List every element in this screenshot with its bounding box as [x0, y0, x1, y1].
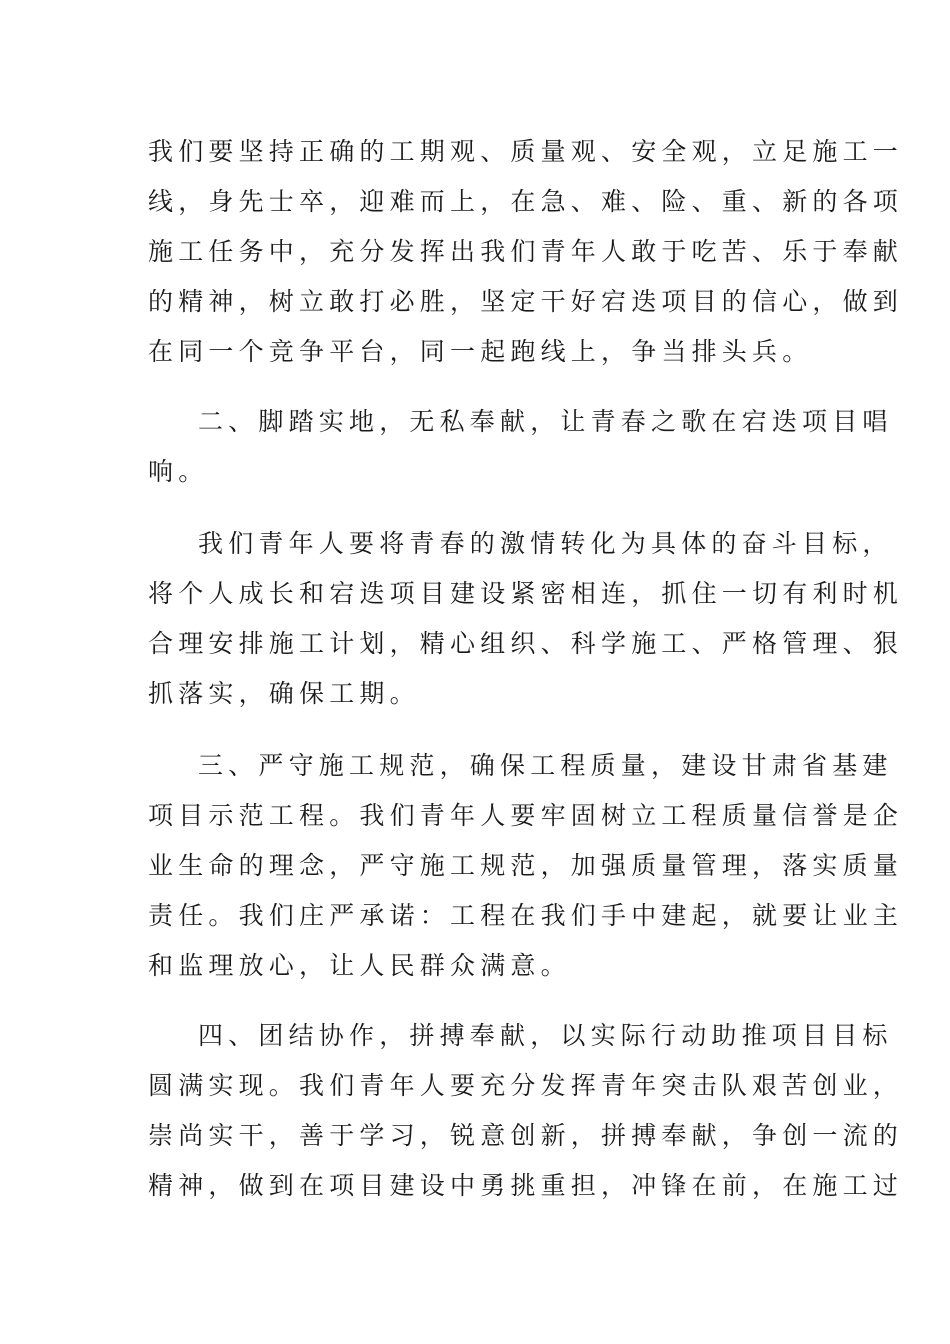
text-line: 和监理放心，让人民群众满意。 — [148, 951, 571, 980]
section-heading-four: 四、团结协作，拼搏奉献，以实际行动助推项目目标 — [198, 1021, 893, 1050]
text-line: 精神，做到在项目建设中勇挑重担，冲锋在前，在施工过 — [148, 1171, 904, 1200]
text-line: 项目示范工程。我们青年人要牢固树立工程质量信誉是企 — [148, 801, 904, 830]
text-line: 我们要坚持正确的工期观、质量观、安全观，立足施工一 — [148, 137, 904, 166]
text-line: 责任。我们庄严承诺：工程在我们手中建起，就要让业主 — [148, 901, 904, 930]
text-line: 我们青年人要将青春的激情转化为具体的奋斗目标， — [198, 529, 893, 558]
text-line: 合理安排施工计划，精心组织、科学施工、严格管理、狠 — [148, 629, 904, 658]
text-line: 将个人成长和宕迭项目建设紧密相连，抓住一切有利时机 — [148, 579, 904, 608]
text-line: 线，身先士卒，迎难而上，在急、难、险、重、新的各项 — [148, 187, 904, 216]
text-line: 崇尚实干，善于学习，锐意创新，拼搏奉献，争创一流的 — [148, 1121, 904, 1150]
text-line: 圆满实现。我们青年人要充分发挥青年突击队艰苦创业， — [148, 1071, 904, 1100]
text-line: 施工任务中，充分发挥出我们青年人敢于吃苦、乐于奉献 — [148, 237, 904, 266]
text-line: 业生命的理念，严守施工规范，加强质量管理，落实质量 — [148, 851, 904, 880]
text-line: 的精神，树立敢打必胜，坚定干好宕迭项目的信心，做到 — [148, 287, 904, 316]
text-line: 在同一个竞争平台，同一起跑线上，争当排头兵。 — [148, 337, 813, 366]
text-line: 响。 — [148, 457, 209, 486]
text-line: 抓落实，确保工期。 — [148, 679, 420, 708]
section-heading-two: 二、脚踏实地，无私奉献，让青春之歌在宕迭项目唱 — [198, 407, 893, 436]
section-heading-three: 三、严守施工规范，确保工程质量，建设甘肃省基建 — [198, 751, 893, 780]
